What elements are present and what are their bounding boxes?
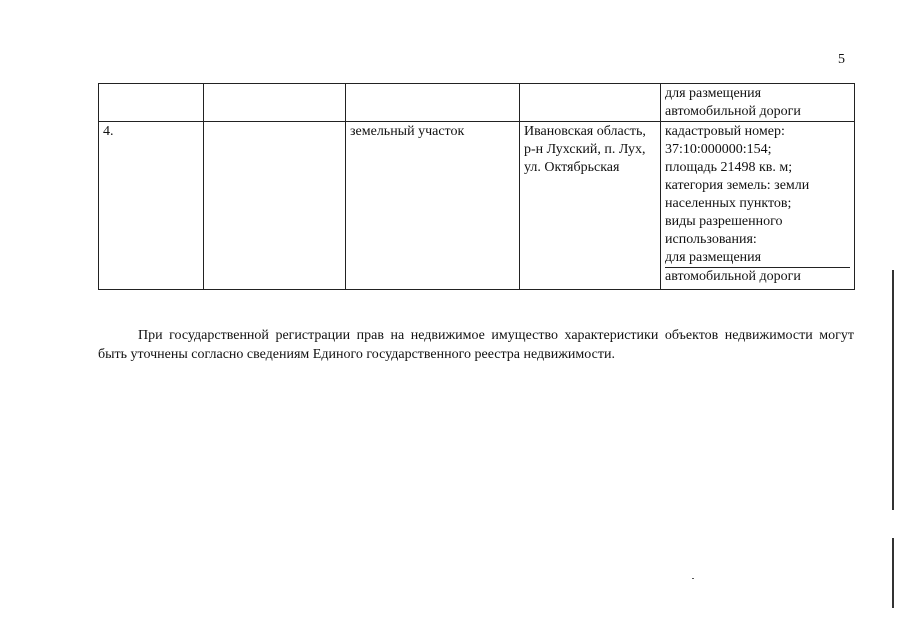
details-line: для размещения: [665, 249, 850, 268]
details-line: использования:: [665, 232, 757, 247]
details-line: категория земель: земли: [665, 178, 810, 193]
scan-edge-mark: [892, 270, 894, 510]
details-cell: [661, 84, 855, 122]
object-type-cell: [346, 84, 520, 122]
details-line: населенных пунктов;: [665, 196, 792, 211]
address-cell: [520, 122, 661, 290]
scan-speck: [692, 578, 694, 579]
row-index-cell: 4.: [99, 122, 204, 290]
address-line: р-н Лухский, п. Лух,: [524, 142, 646, 157]
details-line: площадь 21498 кв. м;: [665, 160, 793, 175]
scan-edge-mark: [892, 538, 894, 608]
object-type-cell: земельный участок: [346, 122, 520, 290]
address-line: Ивановская область,: [524, 124, 646, 139]
details-line: автомобильной дороги: [665, 269, 801, 284]
details-line: виды разрешенного: [665, 214, 783, 229]
property-table: [98, 83, 855, 290]
address-cell: [520, 84, 661, 122]
row-index-cell: [99, 84, 204, 122]
registration-note: При государственной регистрации прав на недвижимое имущество характеристики объектов недвижимости могут быть уточнены согласно сведениям Единого государственного реестра недвижимости.: [98, 328, 854, 362]
table-row: [99, 122, 855, 290]
details-line: кадастровый номер:: [665, 124, 785, 139]
details-line: для размещения: [665, 86, 762, 101]
details-line: 37:10:000000:154;: [665, 142, 772, 157]
empty-cell: [204, 84, 346, 122]
table-row: [99, 84, 855, 122]
details-line: автомобильной дороги: [665, 104, 801, 119]
page-number: 5: [838, 52, 845, 67]
details-cell: [661, 122, 855, 290]
address-line: ул. Октябрьская: [524, 160, 620, 175]
empty-cell: [204, 122, 346, 290]
